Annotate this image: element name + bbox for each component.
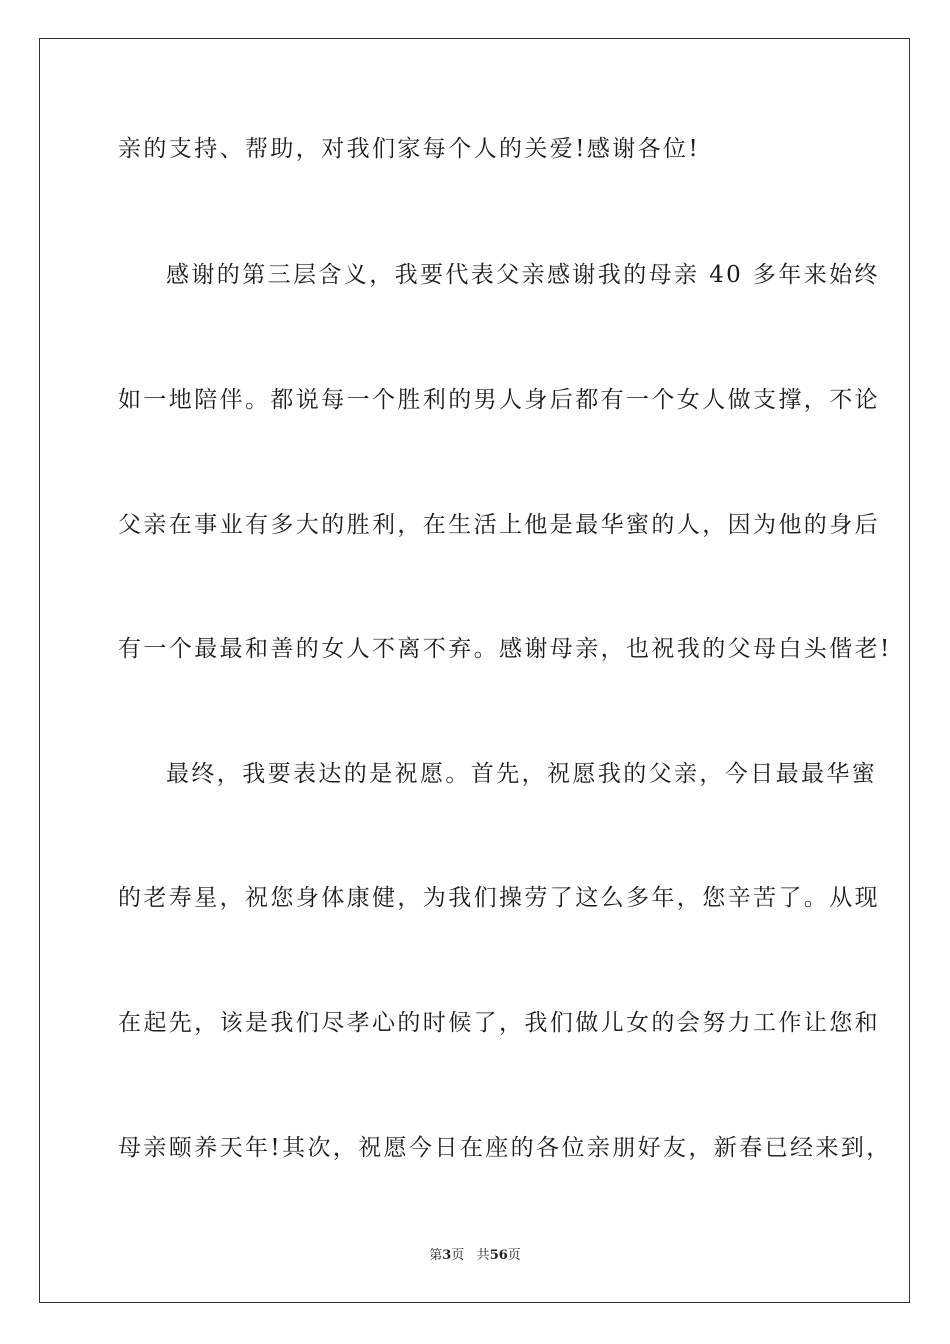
- text-line-5: 有一个最最和善的女人不离不弃。感谢母亲，也祝我的父母白头偕老!: [118, 636, 892, 662]
- text-line-8: 在起先，该是我们尽孝心的时候了，我们做儿女的会努力工作让您和: [118, 1010, 880, 1036]
- text-line-4: 父亲在事业有多大的胜利，在生活上他是最华蜜的人，因为他的身后: [118, 512, 880, 538]
- page-number: 3: [442, 1248, 452, 1263]
- total-suffix: 页: [507, 1248, 521, 1263]
- page-border: [39, 38, 910, 1303]
- text-line-9: 母亲颐养天年!其次，祝愿今日在座的各位亲朋好友，新春已经来到，: [118, 1135, 892, 1161]
- text-line-6: 最终，我要表达的是祝愿。首先，祝愿我的父亲，今日最最华蜜: [166, 761, 878, 787]
- total-prefix: 共: [476, 1248, 490, 1263]
- text-line-3: 如一地陪伴。都说每一个胜利的男人身后都有一个女人做支撑，不论: [118, 387, 880, 413]
- page-footer: [0, 1246, 950, 1266]
- text-line-1: 亲的支持、帮助，对我们家每个人的关爱!感谢各位!: [118, 136, 701, 162]
- page-suffix: 页: [451, 1248, 465, 1263]
- text-line-2: 感谢的第三层含义，我要代表父亲感谢我的母亲 40 多年来始终: [166, 262, 880, 288]
- page-prefix: 第: [429, 1248, 443, 1263]
- total-pages: 56: [489, 1248, 508, 1263]
- text-line-7: 的老寿星，祝您身体康健，为我们操劳了这么多年，您辛苦了。从现: [118, 885, 880, 911]
